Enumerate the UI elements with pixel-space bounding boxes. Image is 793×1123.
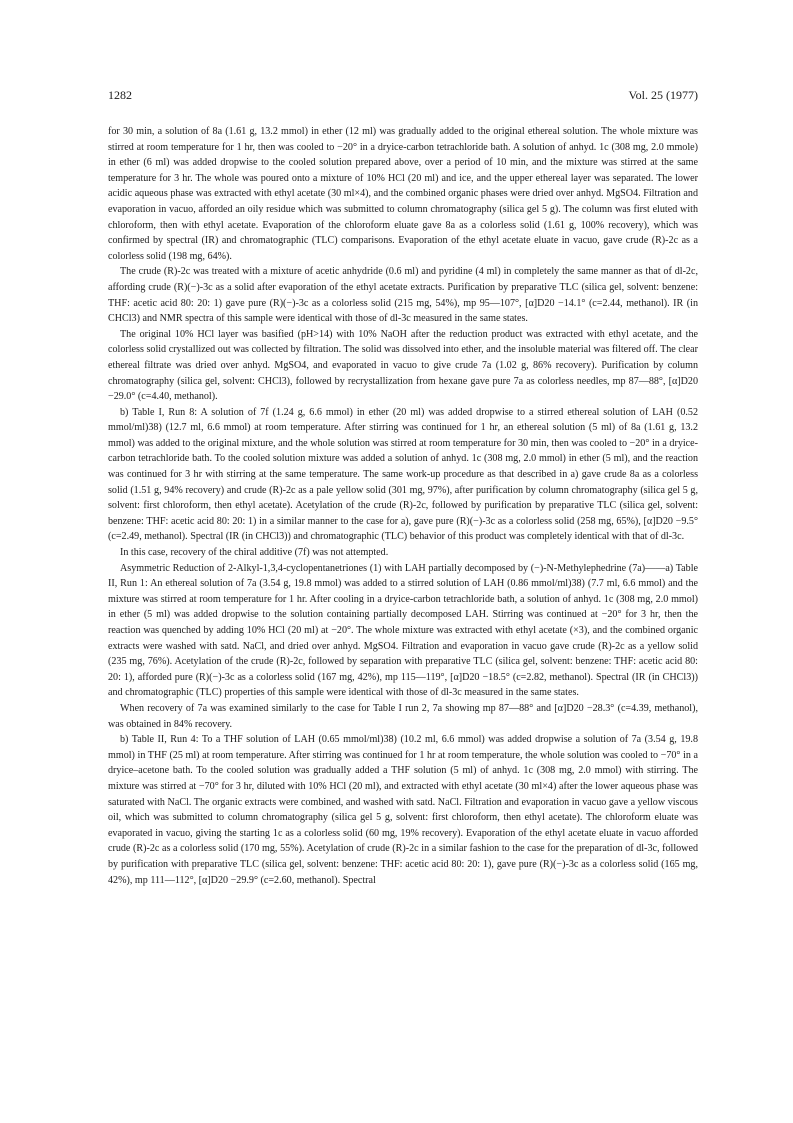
article-body: [108, 124, 698, 888]
paragraph-7: When recovery of 7a was examined similarly to the case for Table I run 2, 7a showing mp 87—88° and [α]D20 −28.3° (c=4.39, methanol), was obtained in 84% recovery.: [108, 702, 698, 730]
volume-label: Vol. 25 (1977): [628, 88, 698, 102]
paragraph-8: b) Table II, Run 4: To a THF solution of LAH (0.65 mmol/ml)38) (10.2 ml, 6.6 mmol) was added dropwise a solution of 7a (3.54 g, 19.8 mmol) in THF (25 ml) at room temperature. After stirring was continued for 1 hr at room temperature, the whole solution was cooled to −70° in a dryice–acetone bath. To the cooled solution was gradually added a THF solution (5 ml) of anhyd. 1c (308 mg, 2.0 mmol) with stirring. The mixture was stirred at −70° for 3 hr, diluted with 10% HCl (20 ml), and extracted with ethyl acetate (30 ml×4) after the lower aqueous phase was saturated with NaCl. The organic extracts were combined, and washed with satd. NaCl. Filtration and evaporation in vacuo gave a yellow viscous oil, which was submitted to column chromatography (silica gel 5 g, solvent: first chloroform, then ethyl acetate). The chloroform eluate was evaporated in vacuo, giving the starting 1c as a colorless solid (60 mg, 19% recovery). Evaporation of the ethyl acetate eluate in vacuo afforded crude (R)-2c as a colorless solid (170 mg, 55%). Acetylation of crude (R)-2c in a similar fashion to the case for the preparation of dl-3c, followed by purification with preparative TLC (silica gel, solvent: benzene: THF: acetic acid 80: 20: 1), gave pure (R)(−)-3c as a colorless solid (165 mg, 42%), mp 111—112°, [α]D20 −29.9° (c=2.60, methanol). Spectral: [108, 734, 698, 886]
section-heading-paragraph: Asymmetric Reduction of 2-Alkyl-1,3,4-cyclopentanetriones (1) with LAH partially decomposed by (−)-N-Methylephedrine (7a)——a) Table II, Run 1: An ethereal solution of 7a (3.54 g, 19.8 mmol) was added to a stirred solution of LAH (0.86 mmol/ml)38) (7.7 ml, 6.6 mmol) and the mixture was stirred at room temperature for 1 hr. After cooling in a dryice-carbon tetrachloride bath, a solution of anhyd. 1c (308 mg, 2.0 mmol) in ether (5 ml) was added dropwise to the solution containing partially decomposed LAH. Stirring was continued at −20° for 3 hr, then the reaction was quenched by adding 10% HCl (20 ml) at −20°. The whole mixture was extracted with ethyl acetate (×3), and the combined organic extracts were washed with satd. NaCl, and dried over anhyd. MgSO4. Filtration and evaporation in vacuo gave crude (R)-2c as a yellow solid (235 mg, 76%). Acetylation of the crude (R)-2c, followed by separation with preparative TLC (silica gel, solvent: benzene: THF: acetic acid 80: 20: 1), afforded pure (R)(−)-3c as a colorless solid (167 mg, 42%), mp 115—119°, [α]D20 −18.5° (c=2.82, methanol). Spectral (IR (in CHCl3)) and chromatographic (TLC) properties of this sample were identical with those of dl-3c measured in the same states.: [108, 562, 698, 699]
paragraph-3: The original 10% HCl layer was basified (pH>14) with 10% NaOH after the reduction product was extracted with ethyl acetate, and the colorless solid crystallized out was collected by filtration. The solid was dissolved into ether, and the insoluble material was filtered off. The clear ethereal filtrate was dried over anhyd. MgSO4, and evaporated in vacuo to give crude 7a (1.02 g, 86% recovery). Purification by column chromatography (silica gel, solvent: CHCl3), followed by recrystallization from hexane gave pure 7a as colorless needles, mp 87—88°, [α]D20 −29.0° (c=4.40, methanol).: [108, 328, 698, 403]
paragraph-1: for 30 min, a solution of 8a (1.61 g, 13.2 mmol) in ether (12 ml) was gradually added to the original ethereal solution. The whole mixture was stirred at room temperature for 1 hr, then was cooled to −20° in a dryice-carbon tetrachloride bath. A solution of anhyd. 1c (308 mg, 2.0 mmole) in ether (6 ml) was added dropwise to the cooled solution prepared above, over a period of 10 min, and the mixture was stirred at the same temperature for 3 hr. The whole was poured onto a mixture of 10% HCl (20 ml) and ice, and the upper ethereal layer was separated. The lower acidic aqueous phase was extracted with ethyl acetate (30 ml×4), and the combined organic phases were dried over anhyd. MgSO4. Filtration and evaporation in vacuo, afforded an oily residue which was submitted to column chromatography (silica gel 5 g). The column was first eluted with chloroform, then with ethyl acetate. Evaporation of the chloroform eluate gave 8a as a colorless solid (1.61 g, 100% recovery), which was confirmed by spectral (IR) and chromatographic (TLC) comparisons. Evaporation of the ethyl acetate eluate in vacuo, gave crude (R)-2c as a colorless solid (198 mg, 64%).: [108, 126, 698, 262]
paragraph-2: The crude (R)-2c was treated with a mixture of acetic anhydride (0.6 ml) and pyridine (4 ml) in completely the same manner as that of dl-2c, affording crude (R)(−)-3c as a solid after evaporation of the ethyl acetate extracts. Purification by preparative TLC (silica gel, solvent: benzene: THF: acetic acid 80: 20: 1) gave pure (R)(−)-3c as a colorless solid (215 mg, 54%), mp 95—107°, [α]D20 −14.1° (c=2.44, methanol). IR (in CHCl3) and NMR spectra of this sample were identical with those of dl-3c measured in the same states.: [108, 266, 698, 325]
page-number: 1282: [108, 88, 132, 102]
paragraph-4: b) Table I, Run 8: A solution of 7f (1.24 g, 6.6 mmol) in ether (20 ml) was added dropwise to a stirred ethereal solution of LAH (0.52 mmol/ml)38) (12.7 ml, 6.6 mmol) at room temperature. After stirring was continued for 1 hr, an ethereal solution (5 ml) of 8a (1.61 g, 13.2 mmol) was added to the original mixture, and the whole solution was stirred at room temperature for 30 min, then was cooled to −20° in a dryice-carbon tetrachloride bath. To the cooled solution mixture was added a solution of anhyd. 1c (308 mg, 2.0 mmol) in ether (5 ml), and the reaction was continued for 3 hr with stirring at the same temperature. The same work-up procedure as that described in a) gave crude 8a as a colorless solid (1.51 g, 94% recovery) and crude (R)-2c as a pale yellow solid (301 mg, 97%), after purification by column chromatography (silica gel 5 g, solvent: first chloroform, then ethyl acetate). Acetylation of the crude (R)-2c, followed by purification by preparative TLC (silica gel, solvent: benzene: THF: acetic acid 80: 20: 1) in a similar manner to the case for a), gave pure (R)(−)-3c as a colorless solid (258 mg, 65%), [α]D20 −9.5° (c=2.49, methanol). Spectral (IR (in CHCl3)) and chromatographic (TLC) behavior of this product was completely identical with that of dl-3c.: [108, 406, 698, 543]
paragraph-5: In this case, recovery of the chiral additive (7f) was not attempted.: [120, 547, 389, 559]
page-header: [108, 88, 698, 106]
